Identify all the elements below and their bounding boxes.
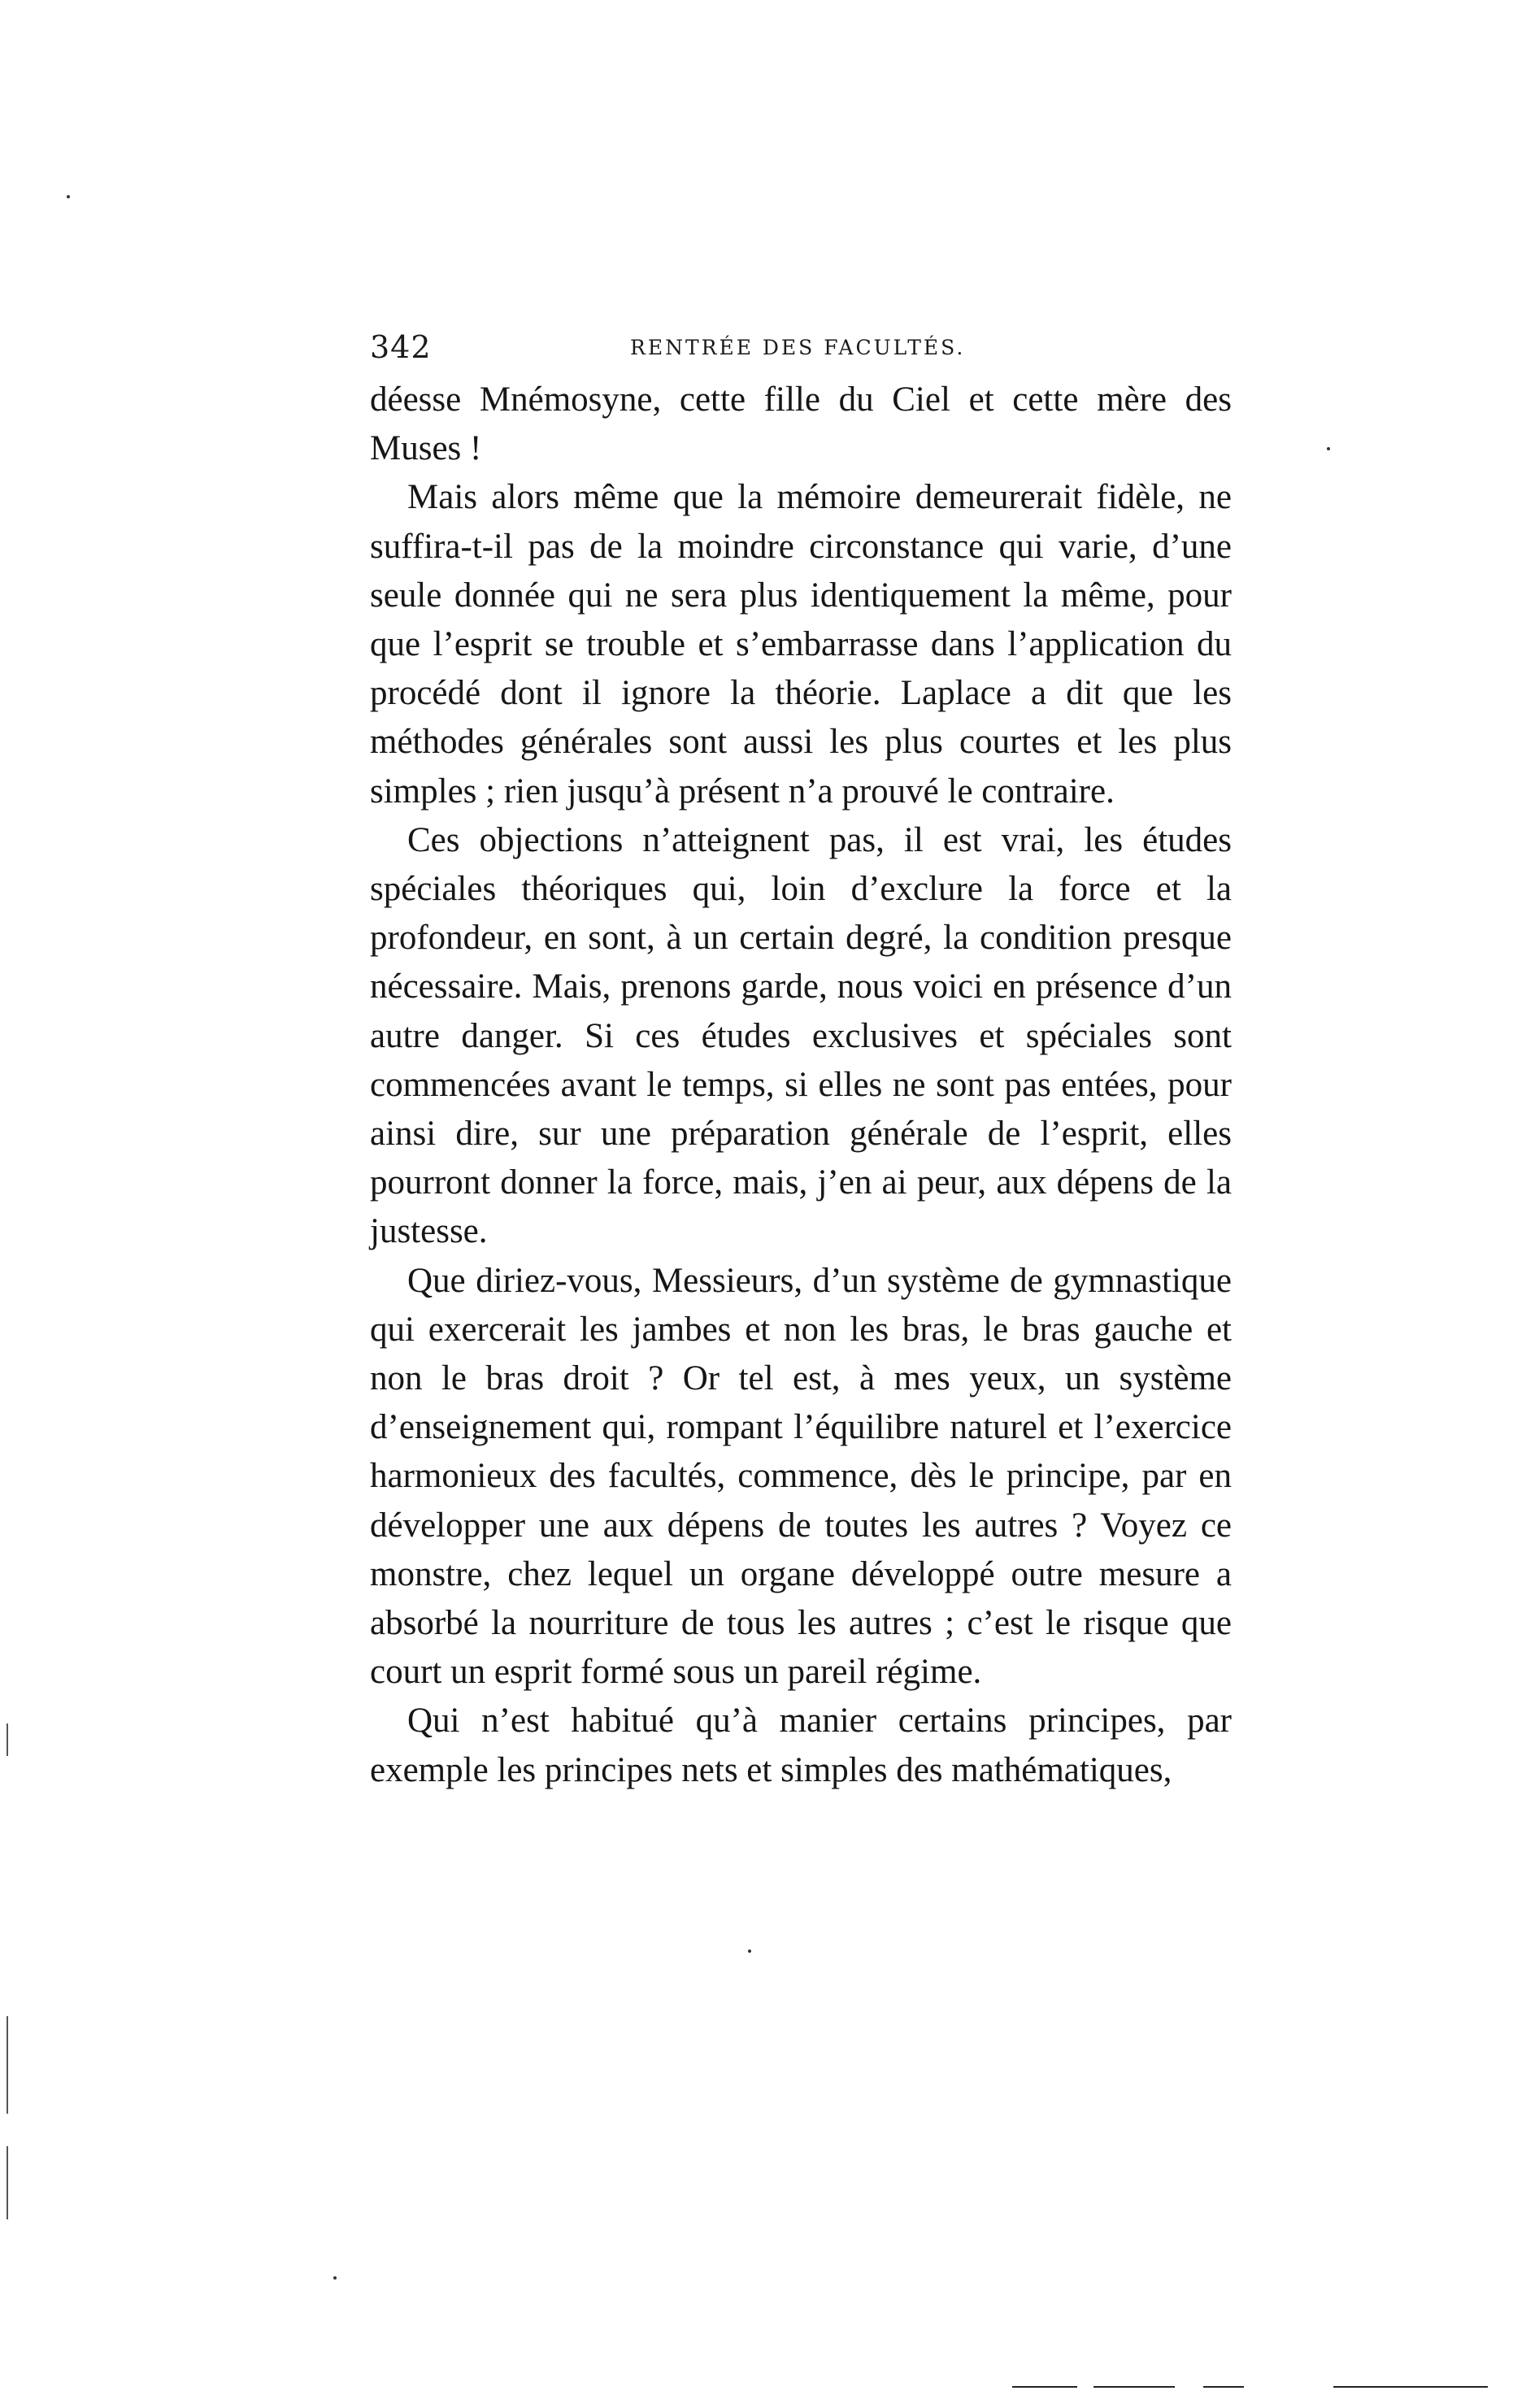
running-head: RENTRÉE DES FACULTÉS. (630, 336, 966, 359)
paragraph: Ces objections n’atteignent pas, il est vrai, les études spéciales théoriques qui, loin d’exclure la force et la profondeur, en sont, à un certain degré, la condition presque nécessaire. Mais, prenons garde, nous voici en présence d’un autre danger. Si ces études exclusives et spéciales sont commencées avant le temps, si elles ne sont pas entées, pour ainsi dire, sur une préparation générale de l’esprit, elles pourront donner la force, mais, j’en ai peur, aux dépens de la justesse. (370, 820, 1232, 1251)
paragraph: Qui n’est habitué qu’à manier certains principes, par exemple les principes nets et simples des mathématiques, (370, 1702, 1232, 1789)
scan-speck (333, 2276, 337, 2280)
paragraph: Que diriez-vous, Messieurs, d’un système de gymnastique qui exercerait les jambes et non les bras, le bras gauche et non le bras droit ? Or tel est, à mes yeux, un système d’enseignement qui, rompant l’équilibre naturel et l’exercice harmonieux des facultés, commence, dès le principe, par en développer une aux dépens de toutes les autres ? Voyez ce monstre, chez lequel un organe développé outre mesure a absorbé la nourriture de tous les autres ; c’est le risque que court un esprit formé sous un pareil régime. (370, 1261, 1232, 1692)
paragraph: Mais alors même que la mémoire demeurerait fidèle, ne suffira-t-il pas de la moindre circonstance qui varie, d’une seule donnée qui ne sera plus identiquement la même, pour que l’esprit se trouble et s’embarrasse dans l’application du procédé dont il ignore la théorie. Laplace a dit que les méthodes générales sont aussi les plus courtes et les plus simples ; rien jusqu’à présent n’a prouvé le contraire. (370, 478, 1232, 811)
scan-speck (67, 195, 70, 198)
scan-edge-mark (7, 1723, 8, 1756)
bottom-rule (1093, 2386, 1175, 2388)
scan-edge-mark (7, 2146, 8, 2219)
body-text (370, 376, 1232, 1795)
page-header (370, 329, 1085, 378)
bottom-rule (1012, 2386, 1077, 2388)
paragraph-continued: déesse Mnémosyne, cette fille du Ciel et cette mère des Muses ! (370, 380, 1232, 468)
scan-speck (748, 1949, 751, 1953)
page-number: 342 (370, 329, 432, 365)
bottom-rule (1203, 2386, 1244, 2388)
scan-speck (1327, 447, 1330, 450)
bottom-rule (1333, 2386, 1488, 2388)
scan-edge-mark (7, 2016, 8, 2114)
